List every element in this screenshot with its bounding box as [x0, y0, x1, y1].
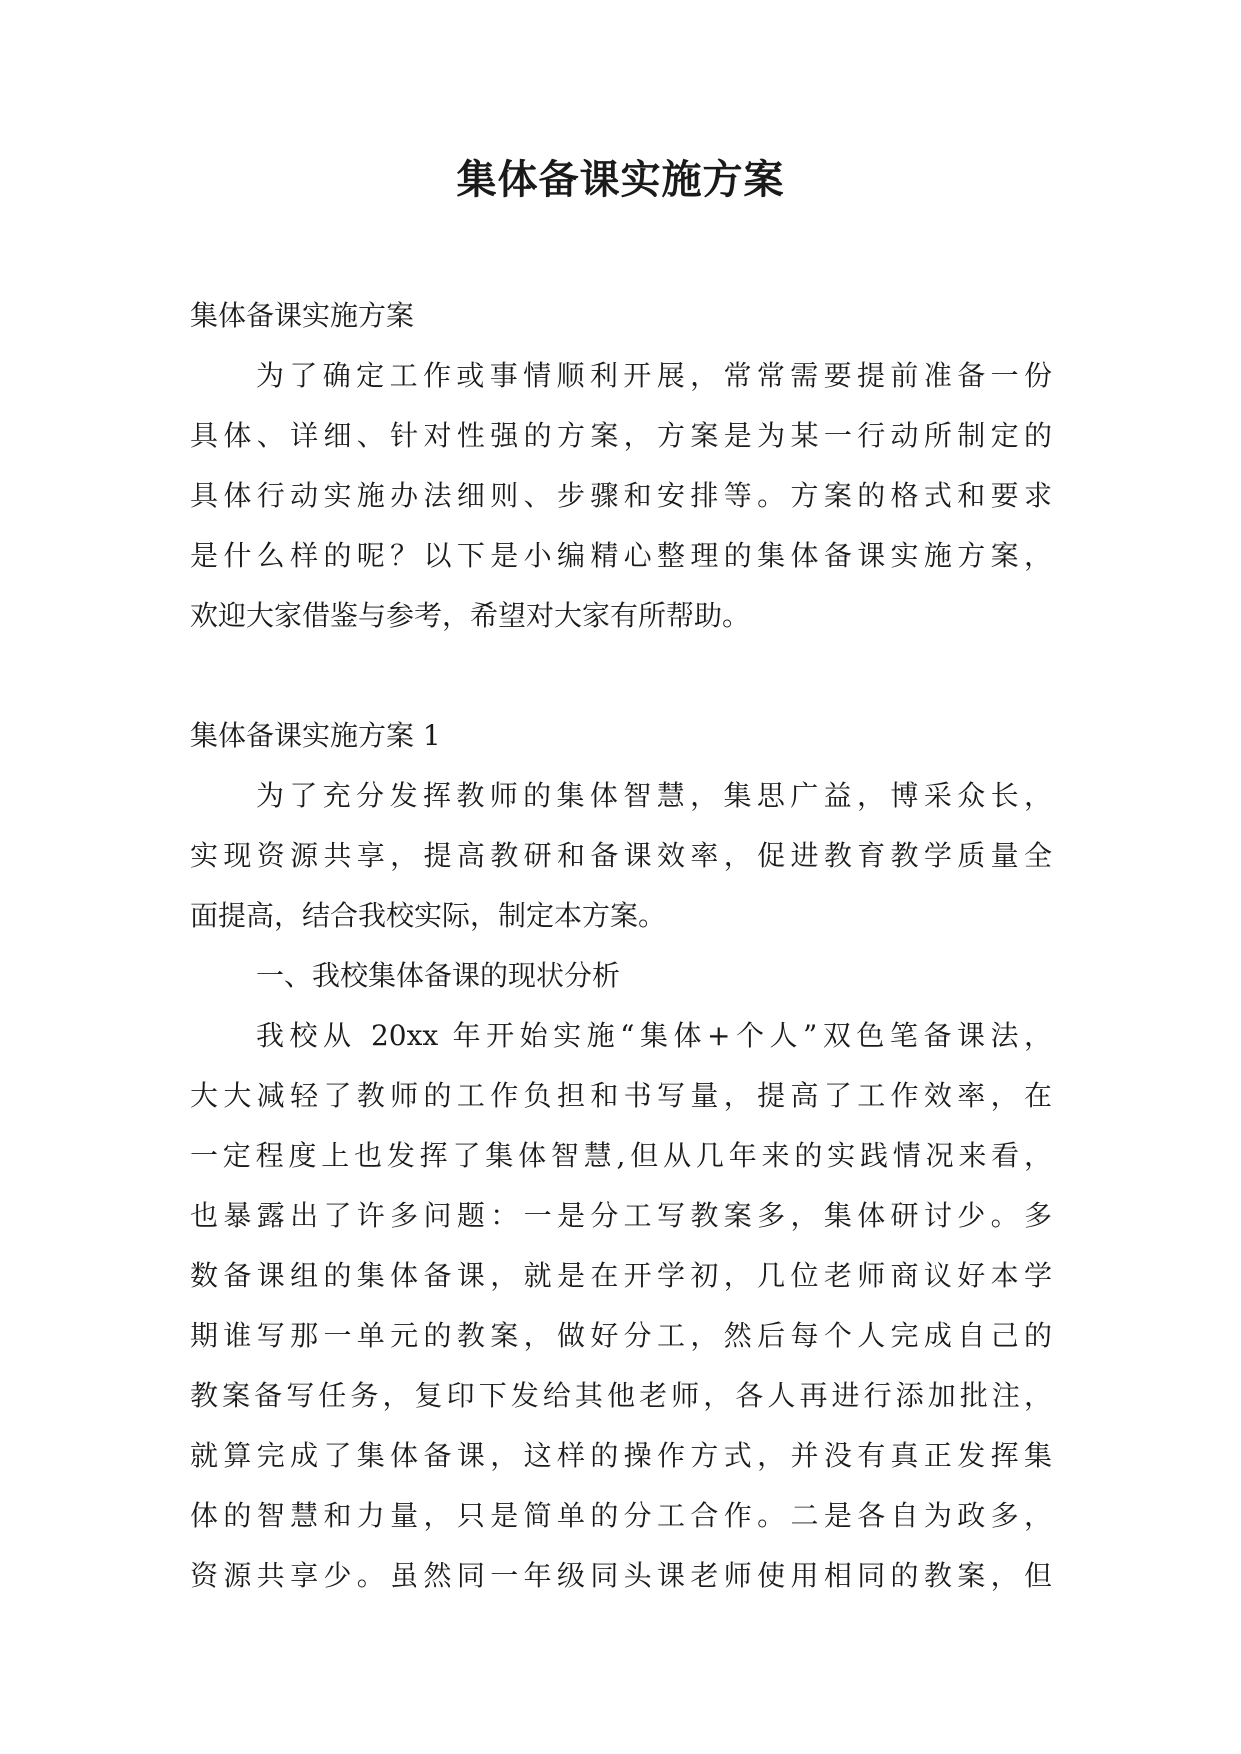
subheading-status-analysis: 一、我校集体备课的现状分析 — [256, 959, 621, 992]
paragraph-line: 我校从 20xx 年开始实施“集体+个人”双色笔备课法， — [256, 1019, 1052, 1052]
section1-paragraph-1 — [190, 766, 1052, 946]
document-title: 集体备课实施方案 — [456, 156, 785, 203]
paragraph-line: 面提高，结合我校实际，制定本方案。 — [190, 899, 667, 932]
paragraph-line: 大大减轻了教师的工作负担和书写量，提高了工作效率，在 — [190, 1079, 1052, 1112]
section-heading: 集体备课实施方案 1 — [190, 719, 441, 752]
paragraph-line: 体的智慧和力量，只是简单的分工合作。二是各自为政多， — [190, 1499, 1052, 1532]
paragraph-line: 数备课组的集体备课，就是在开学初，几位老师商议好本学 — [190, 1259, 1052, 1292]
intro-heading: 集体备课实施方案 — [190, 299, 415, 332]
paragraph-line: 资源共享少。虽然同一年级同头课老师使用相同的教案，但 — [190, 1559, 1052, 1592]
section-spacer — [190, 646, 1052, 706]
paragraph-line: 欢迎大家借鉴与参考，希望对大家有所帮助。 — [190, 599, 751, 632]
paragraph-line: 具体、详细、针对性强的方案，方案是为某一行动所制定的 — [190, 419, 1052, 452]
document-body — [190, 286, 1052, 1606]
section1-paragraph-2 — [190, 1006, 1052, 1606]
paragraph-line: 就算完成了集体备课，这样的操作方式，并没有真正发挥集 — [190, 1439, 1052, 1472]
intro-paragraph — [190, 346, 1052, 646]
paragraph-line: 一定程度上也发挥了集体智慧,但从几年来的实践情况来看， — [190, 1139, 1052, 1172]
paragraph-line: 为了确定工作或事情顺利开展，常常需要提前准备一份 — [256, 359, 1052, 392]
paragraph-line: 实现资源共享，提高教研和备课效率，促进教育教学质量全 — [190, 839, 1052, 872]
paragraph-line: 期谁写那一单元的教案，做好分工，然后每个人完成自己的 — [190, 1319, 1052, 1352]
paragraph-line: 也暴露出了许多问题：一是分工写教案多，集体研讨少。多 — [190, 1199, 1052, 1232]
paragraph-line: 是什么样的呢？以下是小编精心整理的集体备课实施方案， — [190, 539, 1052, 572]
paragraph-line: 具体行动实施办法细则、步骤和安排等。方案的格式和要求 — [190, 479, 1052, 512]
paragraph-line: 为了充分发挥教师的集体智慧，集思广益，博采众长， — [256, 779, 1052, 812]
paragraph-line: 教案备写任务，复印下发给其他老师，各人再进行添加批注， — [190, 1379, 1052, 1412]
